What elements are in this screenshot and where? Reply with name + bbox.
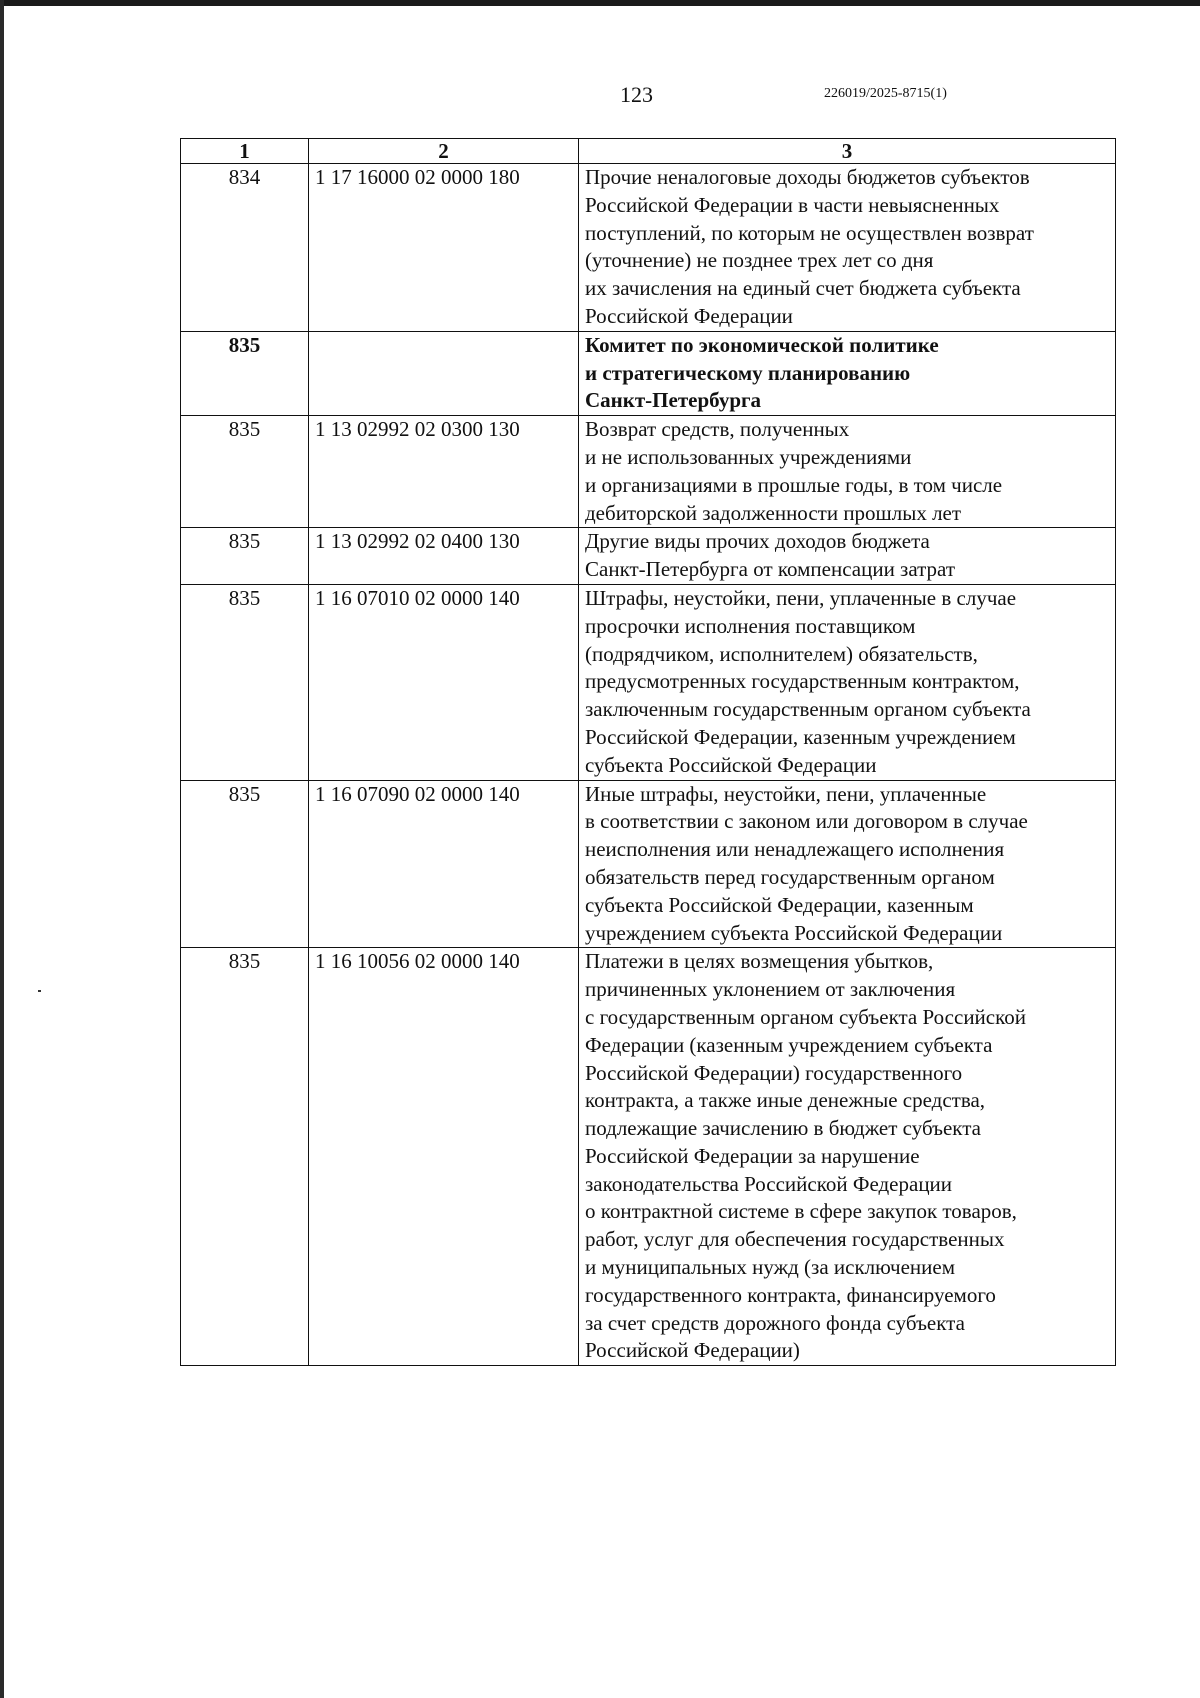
description-line: и стратегическому планированию — [585, 360, 911, 385]
description-line: и не использованных учреждениями — [585, 444, 912, 469]
description-line: законодательства Российской Федерации — [585, 1171, 953, 1196]
description-line: с государственным органом субъекта Российской — [585, 1004, 1026, 1029]
description-line: субъекта Российской Федерации, казенным — [585, 892, 974, 917]
description-line: просрочки исполнения поставщиком — [585, 613, 916, 638]
table-row — [181, 164, 1116, 332]
description-line: Иные штрафы, неустойки, пени, уплаченные — [585, 781, 987, 806]
description-cell — [579, 164, 1116, 332]
revenue-codes-table — [180, 138, 1116, 1366]
description-line: учреждением субъекта Российской Федерации — [585, 920, 1003, 945]
description-cell — [579, 528, 1116, 585]
table-row — [181, 528, 1116, 585]
description-line: Российской Федерации за нарушение — [585, 1143, 920, 1168]
description-line: неисполнения или ненадлежащего исполнения — [585, 837, 1005, 862]
description-line: за счет средств дорожного фонда субъекта — [585, 1310, 965, 1335]
description-line: Российской Федерации) государственного — [585, 1060, 963, 1085]
document-number: 226019/2025-8715(1) — [824, 86, 947, 101]
description-line: Комитет по экономической политике — [585, 332, 939, 357]
budget-code-cell: 1 16 10056 02 0000 140 — [309, 948, 579, 1366]
description-line: и муниципальных нужд (за исключением — [585, 1255, 955, 1280]
description-line: субъекта Российской Федерации — [585, 752, 877, 777]
admin-code-cell: 835 — [181, 416, 309, 528]
description-line: их зачисления на единый счет бюджета субъекта — [585, 276, 1021, 301]
scan-speck — [38, 990, 41, 992]
admin-code-cell: 835 — [181, 948, 309, 1366]
table-row — [181, 416, 1116, 528]
scan-border-top — [0, 0, 1200, 6]
description-line: (уточнение) не позднее трех лет со дня — [585, 248, 934, 273]
description-line: работ, услуг для обеспечения государственных — [585, 1227, 1005, 1252]
description-line: заключенным государственным органом субъекта — [585, 697, 1031, 722]
page-number: 123 — [620, 82, 653, 107]
description-line: контракта, а также иные денежные средства, — [585, 1088, 986, 1113]
column-header-1: 1 — [181, 139, 309, 164]
budget-code-cell: 1 16 07010 02 0000 140 — [309, 584, 579, 780]
description-line: Штрафы, неустойки, пени, уплаченные в случае — [585, 585, 1017, 610]
description-line: обязательств перед государственным органом — [585, 864, 995, 889]
description-line: Возврат средств, полученных — [585, 417, 850, 442]
admin-code-cell: 835 — [181, 780, 309, 948]
scan-border-left — [0, 0, 4, 1698]
description-cell — [579, 331, 1116, 415]
description-cell — [579, 416, 1116, 528]
description-line: о контрактной системе в сфере закупок товаров, — [585, 1199, 1017, 1224]
budget-code-cell: 1 13 02992 02 0400 130 — [309, 528, 579, 585]
description-line: Платежи в целях возмещения убытков, — [585, 949, 934, 974]
column-header-2: 2 — [309, 139, 579, 164]
table-row — [181, 780, 1116, 948]
description-cell — [579, 780, 1116, 948]
table-header-row — [181, 139, 1116, 164]
budget-code-cell: 1 13 02992 02 0300 130 — [309, 416, 579, 528]
description-line: поступлений, по которым не осуществлен возврат — [585, 220, 1034, 245]
description-line: Федерации (казенным учреждением субъекта — [585, 1032, 993, 1057]
description-line: Другие виды прочих доходов бюджета — [585, 529, 930, 554]
budget-code-cell: 1 16 07090 02 0000 140 — [309, 780, 579, 948]
description-line: и организациями в прошлые годы, в том числе — [585, 472, 1003, 497]
description-line: Санкт-Петербурга от компенсации затрат — [585, 557, 956, 582]
description-line: Санкт-Петербурга — [585, 388, 762, 413]
description-line: подлежащие зачислению в бюджет субъекта — [585, 1116, 981, 1141]
admin-code-cell: 834 — [181, 164, 309, 332]
description-line: (подрядчиком, исполнителем) обязательств, — [585, 641, 978, 666]
description-line: Российской Федерации, казенным учреждением — [585, 724, 1016, 749]
budget-code-cell: 1 17 16000 02 0000 180 — [309, 164, 579, 332]
column-header-3: 3 — [579, 139, 1116, 164]
table-row — [181, 331, 1116, 415]
description-line: Прочие неналоговые доходы бюджетов субъектов — [585, 165, 1030, 189]
table-row — [181, 584, 1116, 780]
description-cell — [579, 948, 1116, 1366]
description-line: в соответствии с законом или договором в случае — [585, 809, 1028, 834]
description-line: предусмотренных государственным контрактом, — [585, 669, 1020, 694]
description-line: Российской Федерации) — [585, 1338, 800, 1363]
description-line: государственного контракта, финансируемого — [585, 1282, 996, 1307]
budget-code-cell — [309, 331, 579, 415]
admin-code-cell: 835 — [181, 584, 309, 780]
table-row — [181, 948, 1116, 1366]
description-line: Российской Федерации — [585, 303, 793, 328]
admin-code-cell: 835 — [181, 331, 309, 415]
table-body — [181, 164, 1116, 1366]
description-line: причиненных уклонением от заключения — [585, 977, 956, 1002]
description-cell — [579, 584, 1116, 780]
description-line: дебиторской задолженности прошлых лет — [585, 500, 962, 525]
description-line: Российской Федерации в части невыясненных — [585, 192, 1000, 217]
admin-code-cell: 835 — [181, 528, 309, 585]
